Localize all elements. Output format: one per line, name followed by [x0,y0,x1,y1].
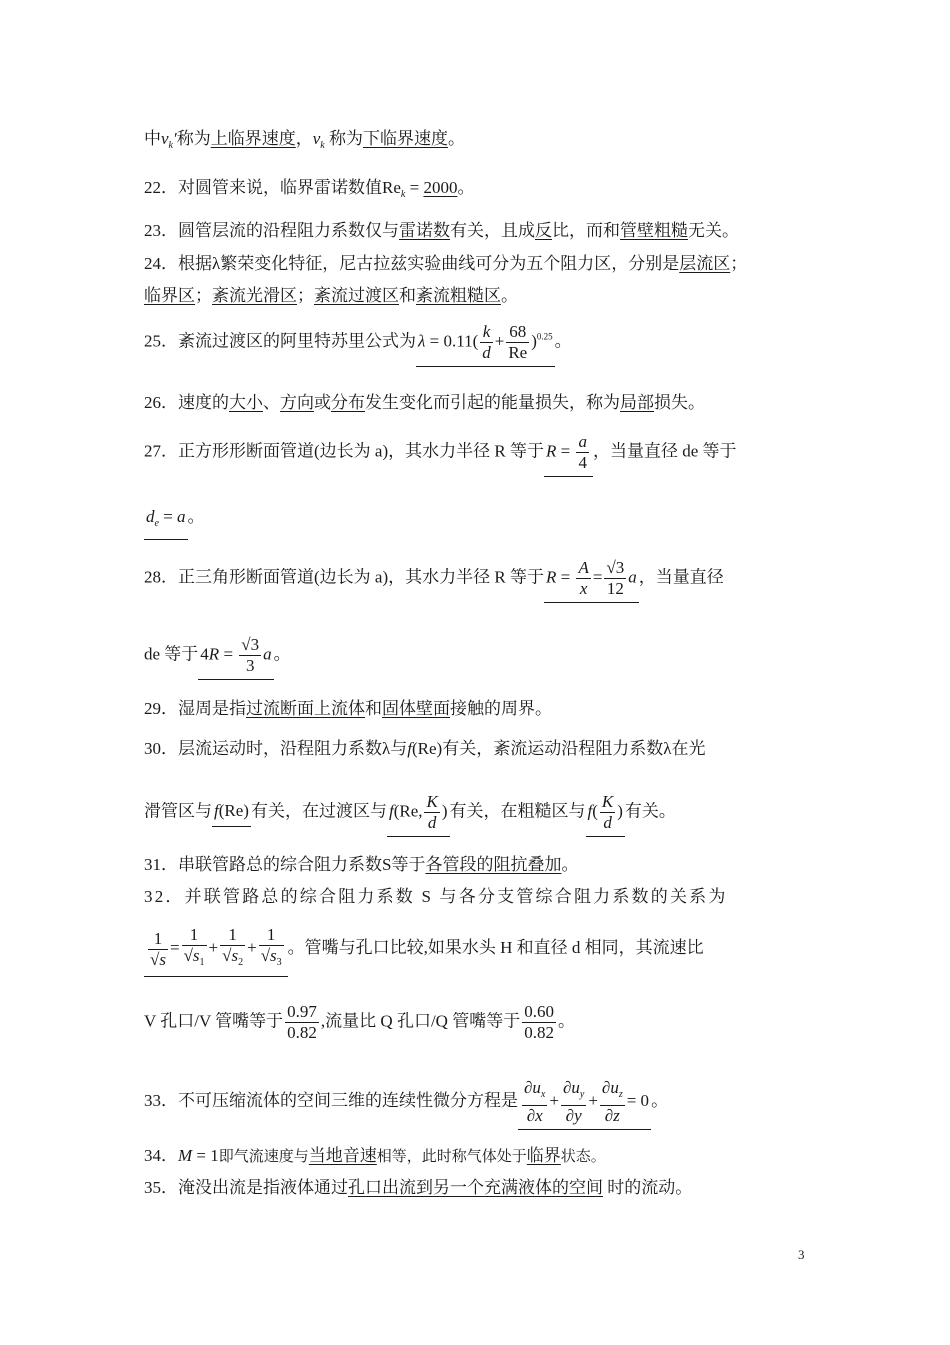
item-24: 24．根据λ繁荣变化特征，尼古拉兹实验曲线可分为五个阻力区，分别是层流区； [144,254,748,273]
formula-triangle-R: R = $\frac{A}{x}$ = $\frac{√3}{12}$ a [544,558,639,603]
item-34: 34．M = 1即气流速度与当地音速相等，此时称气体处于临界状态。 [144,1146,606,1165]
item-32-formula: $\frac{1}{√s}$ = $\frac{1}{√s_1}$ + $\frac{1}{√s_2}$ + $\frac{1}{√s_3}$ 。管嘴与孔口比较,如果水头 H 和直径 d 相同，其流速比 [144,925,704,977]
item-22: 22．对圆管来说，临界雷诺数值$Re_k = 2000$。 [144,178,475,200]
item-31: 31．串联管路总的综合阻力系数S等于各管段的阻抗叠加。 [144,855,579,874]
math-mach: M [178,1146,193,1165]
item-28: 28．正三角形断面管道(边长为 a)，其水力半径 R 等于 R = $\frac{A}{x}$ = $\frac{√3}{12}$ a ，当量直径 [144,558,724,603]
item-30-cont: 滑管区与 f(Re) 有关，在过渡区与 f(Re, $\frac{K}{d}$ ) 有关，在粗糙区与 f( $\frac{K}{d}$ ) 有关。 [144,792,676,837]
item-25: 25．紊流过渡区的阿里特苏里公式为 λ = 0.11( $\frac{k}{d}$ + $\frac{68}{Re}$ )$^{0.25}$ 。 [144,322,572,367]
formula-triangle-de: 4R = $\frac{√3}{3}$ a [198,635,273,680]
formula-square-de: $d_e = a$ [144,505,188,540]
velocity-ratio: $\frac{0.97}{0.82}$ [287,1002,317,1042]
formula-continuity: $\frac{\partial u_x}{\partial x}$ + $\frac{\partial u_y}{\partial y}$ + $\frac{\partial u_z}{\partial z}$ = 0 [518,1078,651,1130]
answer-critical-re: 2000 [423,178,458,197]
item-29: 29．湿周是指过流断面上流体和固体壁面接触的周界。 [144,699,552,718]
item-32: 32．并联管路总的综合阻力系数 S 与各分支管综合阻力系数的关系为 [144,887,728,906]
formula-altshul: λ = 0.11( $\frac{k}{d}$ + $\frac{68}{Re}$ )$^{0.25}$ [416,322,555,367]
item-33: 33．不可压缩流体的空间三维的连续性微分方程是 $\frac{\partial u_x}{\partial x}$ + $\frac{\partial u_y}{\partial y}$ + $\frac{\partial u_z}{\partial z}$ = 0 。 [144,1078,668,1130]
item-27: 27．正方形形断面管道(边长为 a)，其水力半径 R 等于 R = $\frac{a}{4}$ ，当量直径 de 等于 [144,432,737,477]
formula-smooth: f(Re) [212,799,251,827]
math-vk-prime: $v_k'$ [161,129,177,151]
formula-parallel: $\frac{1}{√s}$ = $\frac{1}{√s_1}$ + $\frac{1}{√s_2}$ + $\frac{1}{√s_3}$ [144,925,288,977]
item-23: 23．圆管层流的沿程阻力系数仅与雷诺数有关，且成反比，而和管壁粗糙无关。 [144,221,739,240]
flow-ratio: $\frac{0.60}{0.82}$ [524,1002,554,1042]
formula-square-R: R = $\frac{a}{4}$ [544,432,593,477]
answer-lower-critical: 下临界速度 [362,129,448,148]
formula-rough: f( $\frac{K}{d}$ ) [586,792,625,837]
math-vk: $v_k$ [312,129,325,151]
item-24-cont: 临界区；紊流光滑区；紊流过渡区和紊流粗糙区。 [144,286,518,305]
item-27-cont: $d_e = a$ 。 [144,505,205,540]
item-35: 35．淹没出流是指液体通过孔口出流到另一个充满液体的空间 时的流动。 [144,1178,693,1197]
answer-upper-critical: 上临界速度 [210,129,296,148]
formula-f-re: f [407,739,412,758]
item-28-cont: de 等于 4R = $\frac{√3}{3}$ a 。 [144,635,291,680]
item-26: 26．速度的大小、方向或分布发生变化而引起的能量损失，称为局部损失。 [144,393,705,412]
item-32-ratios: V 孔口/V 管嘴等于 $\frac{0.97}{0.82}$ ,流量比 Q 孔口/Q 管嘴等于 $\frac{0.60}{0.82}$ 。 [144,1002,575,1042]
formula-transition: f(Re, $\frac{K}{d}$ ) [387,792,450,837]
page-number: 3 [798,1247,805,1262]
line-0: 中$v_k'$称为上临界速度，$v_k$ 称为下临界速度。 [144,129,465,151]
item-30: 30．层流运动时，沿程阻力系数λ与f(Re)有关，紊流运动沿程阻力系数λ在光 [144,739,706,758]
